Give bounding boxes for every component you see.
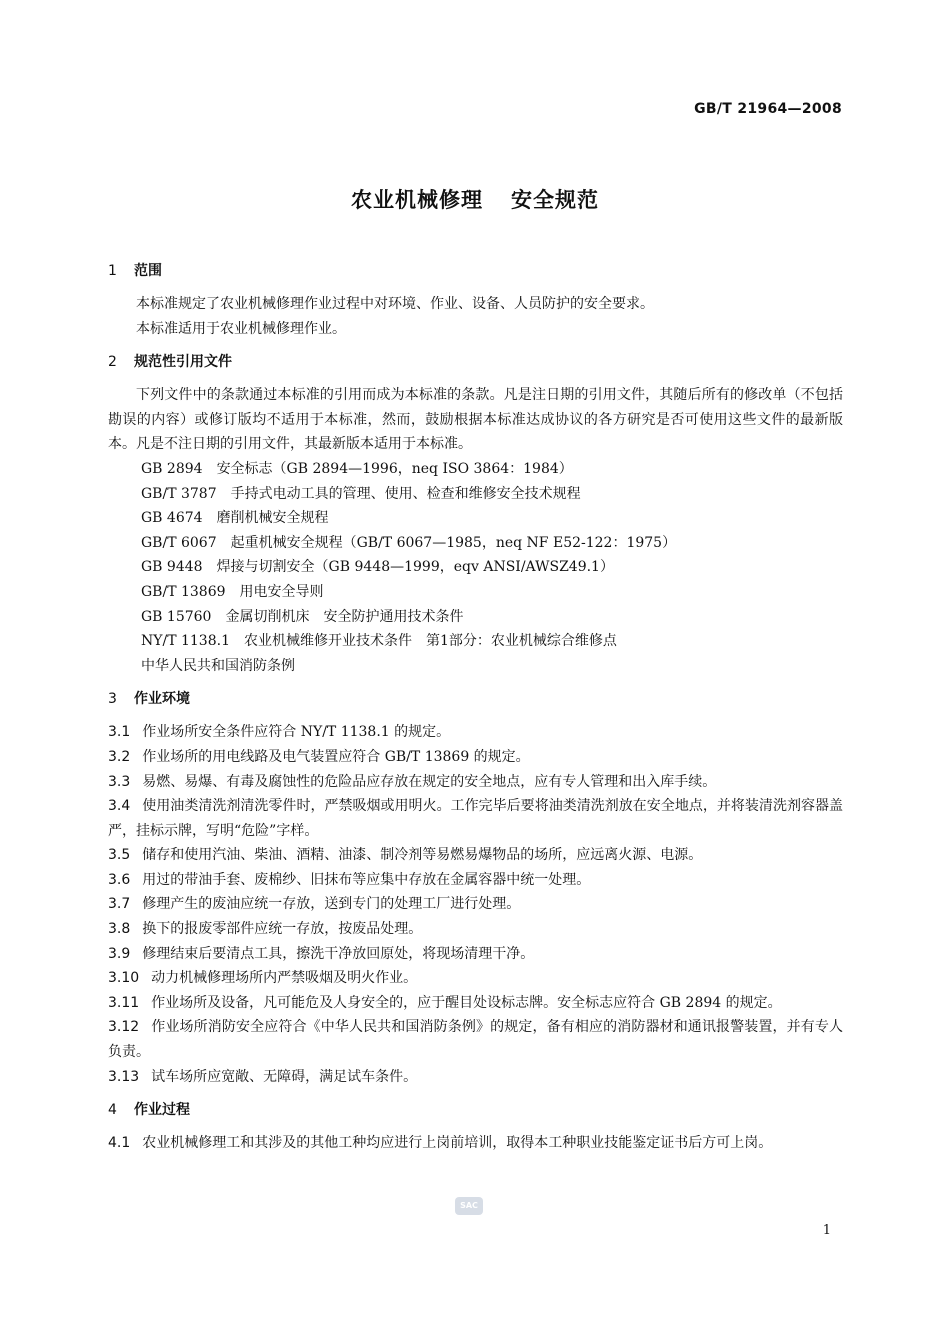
clause: 4.1 农业机械修理工和其涉及的其他工种均应进行上岗前培训，取得本工种职业技能鉴定证书后方可上岗。 — [108, 1135, 773, 1152]
standard-code: GB/T 21964—2008 — [694, 101, 842, 117]
sac-watermark-logo: SAC — [455, 1197, 483, 1215]
reference-item: GB/T 3787 手持式电动工具的管理、使用、检查和维修安全技术规程 — [141, 485, 581, 502]
section-heading-4: 4 作业过程 — [108, 1102, 190, 1119]
section-heading-1: 1 范围 — [108, 263, 162, 279]
clause: 3.9 修理结束后要清点工具，擦洗干净放回原处，将现场清理干净。 — [108, 945, 535, 962]
reference-item: GB/T 6067 起重机械安全规程（GB/T 6067—1985，neq NF E52-122：1975） — [141, 534, 677, 551]
clause: 3.2 作业场所的用电线路及电气装置应符合 GB/T 13869 的规定。 — [108, 748, 530, 765]
clause: 3.8 换下的报废零部件应统一存放，按废品处理。 — [108, 921, 423, 938]
reference-item: GB/T 13869 用电安全导则 — [141, 583, 324, 600]
reference-item: GB 15760 金属切削机床 安全防护通用技术条件 — [141, 608, 464, 625]
reference-item: GB 4674 磨削机械安全规程 — [141, 510, 329, 527]
clause: 3.12 作业场所消防安全应符合《中华人民共和国消防条例》的规定，备有相应的消防器材和通讯报警装置，并有专人负责。 — [108, 1019, 843, 1061]
paragraph: 本标准规定了农业机械修理作业过程中对环境、作业、设备、人员防护的安全要求。 — [136, 296, 654, 312]
reference-item: GB 9448 焊接与切割安全（GB 9448—1999，eqv ANSI/AWSZ49.1） — [141, 559, 614, 576]
title-part-2: 安全规范 — [511, 188, 599, 212]
clause: 3.7 修理产生的废油应统一存放，送到专门的处理工厂进行处理。 — [108, 896, 521, 913]
clause: 3.10 动力机械修理场所内严禁吸烟及明火作业。 — [108, 970, 418, 987]
paragraph: 本标准适用于农业机械修理作业。 — [136, 320, 346, 337]
clause: 3.5 储存和使用汽油、柴油、酒精、油漆、制冷剂等易燃易爆物品的场所，应远离火源、电源。 — [108, 847, 703, 864]
document-title — [0, 184, 950, 214]
clause: 3.1 作业场所安全条件应符合 NY/T 1138.1 的规定。 — [108, 724, 451, 741]
section-heading-3: 3 作业环境 — [108, 691, 190, 708]
title-part-1: 农业机械修理 — [351, 188, 483, 212]
clause: 3.3 易燃、易爆、有毒及腐蚀性的危险品应存放在规定的安全地点，应有专人管理和出入库手续。 — [108, 773, 717, 790]
clause: 3.4 使用油类清洗剂清洗零件时，严禁吸烟或用明火。工作完毕后要将油类清洗剂放在安全地点，并将装清洗剂容器盖严，挂标示牌，写明“危险”字样。 — [108, 798, 843, 839]
clause: 3.11 作业场所及设备，凡可能危及人身安全的，应于醒目处设标志牌。安全标志应符合 GB 2894 的规定。 — [108, 994, 782, 1011]
reference-item: 中华人民共和国消防条例 — [141, 657, 295, 674]
paragraph: 下列文件中的条款通过本标准的引用而成为本标准的条款。凡是注日期的引用文件，其随后所有的修改单（不包括勘误的内容）或修订版均不适用于本标准，然而，鼓励根据本标准达成协议的各方研究是否可使用这些文件的最新版本。凡是不注日期的引用文件，其最新版本适用于本标准。 — [108, 387, 843, 453]
reference-item: GB 2894 安全标志（GB 2894—1996，neq ISO 3864：1984） — [141, 460, 573, 477]
clause: 3.13 试车场所应宽敞、无障碍，满足试车条件。 — [108, 1068, 418, 1085]
section-heading-2: 2 规范性引用文件 — [108, 354, 232, 371]
reference-item: NY/T 1138.1 农业机械维修开业技术条件 第1部分：农业机械综合维修点 — [141, 633, 617, 650]
page-number: 1 — [822, 1223, 831, 1238]
document-body — [108, 262, 843, 1156]
clause: 3.6 用过的带油手套、废棉纱、旧抹布等应集中存放在金属容器中统一处理。 — [108, 871, 591, 888]
